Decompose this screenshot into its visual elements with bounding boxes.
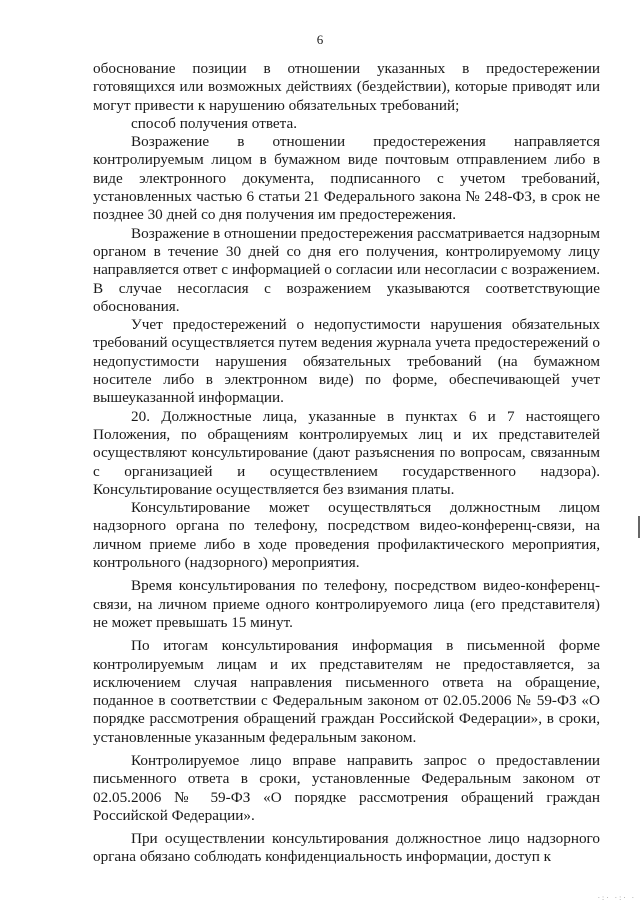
paragraph-response-method: способ получения ответа.	[131, 114, 298, 132]
paragraph-objection-submission: Возражение в отношении предостережения направляется контролируемым лицом в бумажном виде почтовым отправлением либо в виде электронного документа, подписанного с учетом требований, установленных частью 6 статьи 21 Федерального закона № 248-ФЗ, в срок не позднее 30 дней со дня получения им предостережения.	[93, 133, 600, 224]
scan-corner-marks: ·:· ·:· ·	[597, 894, 636, 902]
paragraph-objection-review: Возражение в отношении предостережения рассматривается надзорным органом в течение 30 дней со дня его получения, контролируемому лицу направляется ответ с информацией о согласии или несогласии с возражением. В случае несогласия с возражением указываются соответствующие обоснования.	[93, 224, 600, 315]
paragraph-item-20: 20. Должностные лица, указанные в пунктах 6 и 7 настоящего Положения, по обращениям контролируемых лиц и их представителей осуществляют консультирование (дают разъяснения по вопросам, связанным с организацией и осуществлением государственного надзора). Консультирование осуществляется без взимания платы.	[93, 407, 600, 498]
paragraph-consulting-methods: Консультирование может осуществляться должностным лицом надзорного органа по телефону, посредством видео-конференц-связи, на личном приеме либо в ходе проведения профилактического мероприятия, контрольного (надзорного) мероприятия.	[93, 499, 600, 572]
paragraph-confidentiality: При осуществлении консультирования должностное лицо надзорного органа обязано соблюдать конфиденциальность информации, доступ к	[93, 830, 600, 866]
paragraph-warnings-accounting: Учет предостережений о недопустимости нарушения обязательных требований осуществляется путем ведения журнала учета предостережений о недопустимости нарушения обязательных требований (на бумажном носителе либо в электронном виде) по форме, обеспечивающей учет вышеуказанной информации.	[93, 316, 600, 407]
paragraph-objection-justification: обоснование позиции в отношении указанных в предостережении готовящихся или возможных действиях (бездействии), которые приводят или могут привести к нарушению обязательных требований;	[93, 60, 600, 114]
document-body	[93, 60, 600, 867]
paragraph-written-request: Контролируемое лицо вправе направить запрос о предоставлении письменного ответа в сроки, установленные Федеральным законом от 02.05.2006 № 59-ФЗ «О порядке рассмотрения обращений граждан Российской Федерации».	[93, 751, 600, 824]
paragraph-written-info: По итогам консультирования информация в письменной форме контролируемым лицам и их представителям не предоставляется, за исключением случая направления письменного ответа на обращение, поданное в соответствии с Федеральным законом от 02.05.2006 № 59-ФЗ «О порядке рассмотрения обращений граждан Российской Федерации», в сроки, установленные указанным федеральным законом.	[93, 637, 600, 746]
paragraph-consulting-time: Время консультирования по телефону, посредством видео-конференц-связи, на личном приеме одного контролируемого лица (его представителя) не может превышать 15 минут.	[93, 577, 600, 631]
page-number: 6	[316, 32, 324, 47]
